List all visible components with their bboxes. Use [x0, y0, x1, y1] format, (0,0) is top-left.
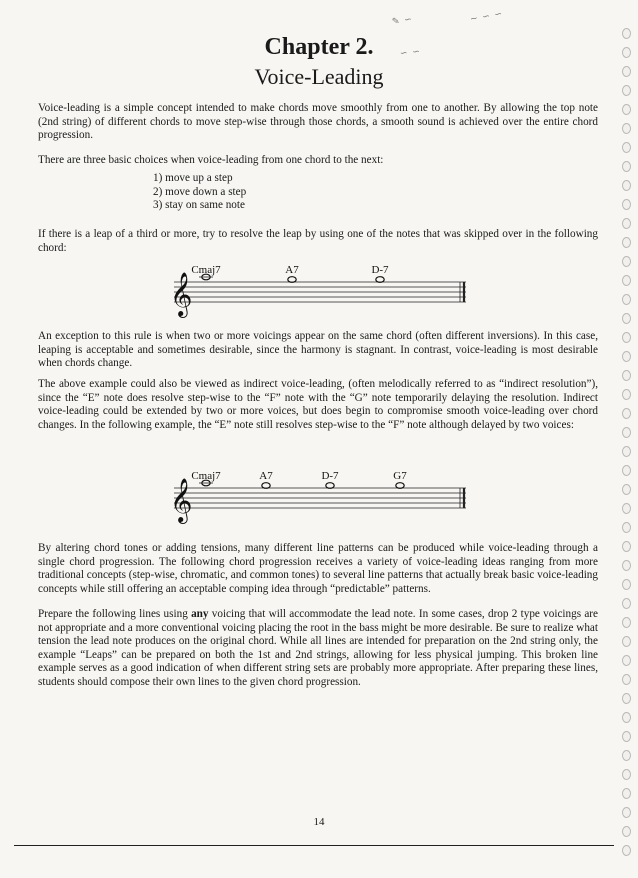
- whole-note: [396, 483, 404, 489]
- binding-hole: [622, 313, 631, 324]
- binding-hole: [622, 674, 631, 685]
- binding-hole: [622, 161, 631, 172]
- list-item: 2) move down a step: [153, 185, 247, 198]
- binding-hole: [622, 617, 631, 628]
- binding-hole: [622, 104, 631, 115]
- binding-hole: [622, 788, 631, 799]
- binding-hole: [622, 750, 631, 761]
- prepare-text: voicing that will accommodate the lead note. In some cases, drop 2 type voicings are not appropriate and a more conventional voicing placing the root in the bass might be more desirable. Be sure to realize what tension the lead note produces on the original chord. While all lines are intended for preparation on the 2nd string only, the example “Leaps” can be prepared on both the 1st and 2nd strings, allowing for less physical jumping. This broken line example serves as a good indication of when different string sets are probably more appropriate. After preparing these lines, students should compose their own lines to the given chord progression.: [38, 608, 598, 688]
- chord-label: A7: [285, 264, 299, 276]
- chord-label: A7: [259, 470, 273, 482]
- binding-hole: [622, 541, 631, 552]
- binding-hole: [622, 731, 631, 742]
- binding-hole: [622, 123, 631, 134]
- binding-hole: [622, 332, 631, 343]
- chord-label: Cmaj7: [191, 470, 221, 482]
- binding-hole: [622, 351, 631, 362]
- binding-hole: [622, 142, 631, 153]
- list-item: 3) stay on same note: [153, 199, 245, 211]
- binding-hole: [622, 579, 631, 590]
- binding-hole: [622, 237, 631, 248]
- handwritten-scribble: ~ ∽ ∽: [469, 9, 504, 25]
- binding-hole: [622, 218, 631, 229]
- paragraph-intro: Voice-leading is a simple concept intended to make chords move smoothly from one to another. By allowing the top note (2nd string) of different chords to move step-wise through those chords, a smooth sound is achieved over the entire chord progression.: [38, 102, 598, 142]
- binding-hole: [622, 427, 631, 438]
- binding-hole: [622, 655, 631, 666]
- paragraph-leap: If there is a leap of a third or more, try to resolve the leap by using one of the notes that was skipped over in the following chord:: [38, 228, 598, 254]
- paragraph-choices-intro: There are three basic choices when voice-leading from one chord to the next:: [38, 154, 384, 166]
- treble-clef-icon: 𝄞: [170, 478, 193, 522]
- binding-holes: [622, 28, 632, 868]
- bottom-rule: [14, 845, 614, 846]
- chapter-subtitle: Voice-Leading: [254, 64, 384, 89]
- list-item: 1) move up a step: [153, 172, 233, 184]
- paragraph-exception: An exception to this rule is when two or more voicings appear on the same chord (often different inversions). In this case, leaping is acceptable and sometimes desirable, since the harmony is stagnant. In contrast, voice-leading is most desirable when chords change.: [38, 330, 598, 370]
- treble-clef-icon: 𝄞: [170, 272, 193, 316]
- chord-label: D-7: [321, 470, 339, 482]
- binding-hole: [622, 370, 631, 381]
- whole-note: [326, 483, 334, 489]
- whole-note: [262, 483, 270, 489]
- chord-label: G7: [393, 470, 407, 482]
- binding-hole: [622, 560, 631, 571]
- binding-hole: [622, 275, 631, 286]
- whole-note: [288, 277, 296, 283]
- binding-hole: [622, 389, 631, 400]
- binding-hole: [622, 693, 631, 704]
- binding-hole: [622, 484, 631, 495]
- chord-label: Cmaj7: [191, 264, 221, 276]
- handwritten-scribble: ✎ ∽: [391, 14, 414, 28]
- music-example-1: [160, 262, 476, 324]
- staff-lines: [174, 488, 466, 508]
- binding-hole: [622, 465, 631, 476]
- page-number: 14: [313, 816, 325, 828]
- prepare-emphasis: any: [191, 608, 209, 620]
- binding-hole: [622, 503, 631, 514]
- binding-hole: [622, 598, 631, 609]
- paragraph-indirect: The above example could also be viewed as indirect voice-leading, (often melodically referred to as “indirect resolution”), since the “E” note does resolve step-wise to the “F” note with the “G” note temporarily delaying the resolution. Indirect voice-leading could be extended by two or more voices, but does begin to compromise smooth voice-leading over chord changes. In the following example, the “E” note still resolves step-wise to the “F” note although delayed by two voices:: [38, 378, 598, 431]
- chapter-title: Chapter 2.: [264, 34, 374, 60]
- paragraph-altering: By altering chord tones or adding tensions, many different line patterns can be produced while voice-leading through a single chord progression. The following chord progression receives a variety of voice-leading ideas ranging from more traditional concepts (step-wise, chromatic, and common tones) to several line patterns that actually break basic voice-leading concepts while still offering an acceptable comping idea through “predictable” patterns.: [38, 542, 598, 595]
- binding-hole: [622, 408, 631, 419]
- binding-hole: [622, 712, 631, 723]
- choices-list: [153, 172, 246, 213]
- prepare-text: Prepare the following lines using: [38, 608, 192, 620]
- whole-note: [376, 277, 384, 283]
- staff-lines: [174, 282, 466, 302]
- binding-hole: [622, 180, 631, 191]
- binding-hole: [622, 845, 631, 856]
- paragraph-prepare: [38, 608, 598, 690]
- binding-hole: [622, 522, 631, 533]
- chord-label: D-7: [371, 264, 389, 276]
- binding-hole: [622, 199, 631, 210]
- binding-hole: [622, 446, 631, 457]
- music-example-2: [160, 468, 476, 530]
- handwritten-scribble: ∽ ∽: [399, 46, 422, 60]
- binding-hole: [622, 256, 631, 267]
- binding-hole: [622, 294, 631, 305]
- binding-hole: [622, 769, 631, 780]
- binding-hole: [622, 636, 631, 647]
